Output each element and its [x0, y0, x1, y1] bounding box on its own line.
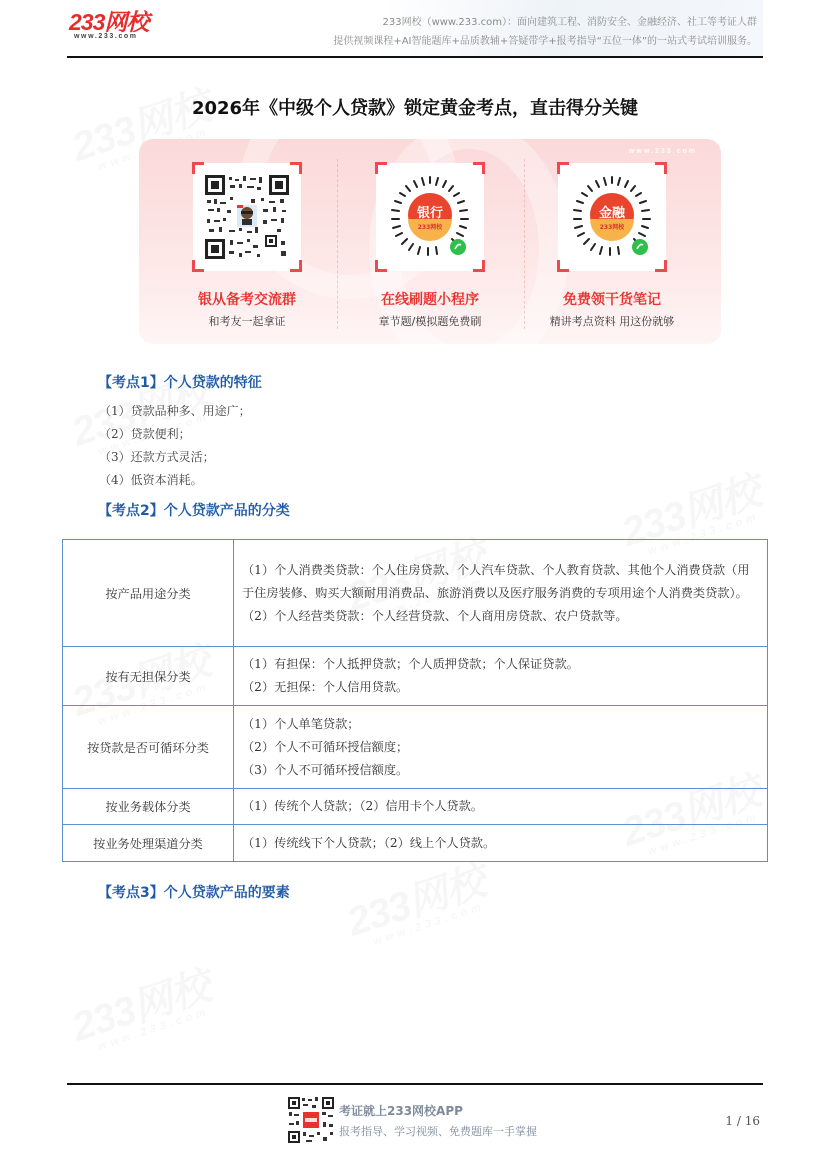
footer-divider [67, 1083, 763, 1085]
svg-text:233网校: 233网校 [599, 224, 625, 231]
table-row [63, 540, 768, 647]
frame-corner [192, 162, 204, 174]
page-header [67, 0, 763, 58]
table-row [63, 789, 768, 825]
table-cell-description [234, 647, 768, 706]
description-line: （1）有担保：个人抵押贷款；个人质押贷款；个人保证贷款。 [242, 657, 579, 671]
footer-app-title: 考证就上233网校APP [339, 1104, 463, 1118]
frame-corner [290, 162, 302, 174]
frame-corner [290, 260, 302, 272]
qr-code-frame [376, 163, 484, 271]
description-line: （1）传统个人贷款；（2）信用卡个人贷款。 [242, 799, 483, 813]
loan-classification-table [62, 539, 768, 862]
watermark [64, 955, 218, 1059]
table-cell-category: 按业务载体分类 [63, 789, 234, 825]
description-line: （1）传统线下个人贷款；（2）线上个人贷款。 [242, 835, 496, 850]
frame-corner [655, 260, 667, 272]
promo-wechat-group[interactable] [157, 163, 337, 329]
frame-corner [375, 162, 387, 174]
mini-program-code-icon [570, 175, 654, 259]
description-line: （2）个人不可循环授信额度； [242, 739, 409, 754]
table-cell-description [234, 706, 768, 789]
page-number: 1 / 16 [725, 1114, 760, 1128]
frame-corner [557, 162, 569, 174]
brand-logo[interactable] [69, 11, 148, 41]
table-cell-category: 按贷款是否可循环分类 [63, 706, 234, 789]
tagline-line-2: 提供视频课程+AI智能题库+品质教辅+答疑带学+报考指导“五位一体”的一站式考试培训服务。 [333, 36, 757, 47]
frame-corner [557, 260, 569, 272]
table-cell-description [234, 540, 768, 647]
svg-text:金融: 金融 [598, 206, 626, 221]
promo-title: 在线刷题小程序 [381, 292, 479, 308]
list-item: （2）贷款便利； [99, 427, 191, 441]
frame-corner [375, 260, 387, 272]
promo-title: 免费领干货笔记 [563, 292, 661, 308]
frame-corner [192, 260, 204, 272]
table-cell-category: 按产品用途分类 [63, 540, 234, 647]
description-line: （2）个人经营类贷款：个人经营贷款、个人商用房贷款、农户贷款等。 [242, 608, 628, 623]
qr-code-icon [205, 175, 289, 259]
table-cell-description [234, 789, 768, 825]
logo-wordmark: 233网校 [69, 9, 149, 35]
banner-url: www.233.com [628, 148, 697, 155]
table-row [63, 647, 768, 706]
svg-text:银行: 银行 [416, 206, 444, 221]
description-line: （1）个人单笔贷款； [242, 716, 360, 731]
frame-corner [473, 260, 485, 272]
mini-program-code-icon [388, 175, 472, 259]
promo-mini-program-bank[interactable] [340, 163, 520, 329]
table-cell-category: 按有无担保分类 [63, 647, 234, 706]
promo-banner [139, 139, 721, 344]
list-item: （3）还款方式灵活； [99, 450, 215, 464]
promo-subtitle: 章节题/模拟题免费刷 [378, 315, 482, 328]
section-heading-1: 【考点1】个人贷款的特征 [98, 375, 262, 391]
description-line: （1）个人消费类贷款：个人住房贷款、个人汽车贷款、个人教育贷款、其他个人消费贷款（用于住房装修、购买大额耐用消费品、旅游消费以及医疗服务消费的专项用途个人消费类贷款）。 [242, 562, 750, 600]
promo-subtitle: 精讲考点资料 用这份就够 [549, 315, 675, 328]
description-line: （3）个人不可循环授信额度。 [242, 762, 409, 777]
table-cell-description [234, 825, 768, 862]
section-heading-2: 【考点2】个人贷款产品的分类 [98, 503, 290, 519]
qr-code-frame [558, 163, 666, 271]
tagline-line-1: 233网校（www.233.com）：面向建筑工程、消防安全、金融经济、社工等考证人群 [382, 17, 757, 28]
qr-code-frame [193, 163, 301, 271]
header-tagline [333, 13, 757, 51]
app-qr-code-icon[interactable] [288, 1097, 334, 1143]
promo-title: 银从备考交流群 [198, 292, 296, 308]
promo-subtitle: 和考友一起拿证 [208, 315, 286, 328]
list-item: （4）低资本消耗。 [99, 473, 203, 487]
frame-corner [473, 162, 485, 174]
svg-text:233网校: 233网校 [417, 224, 443, 231]
promo-mini-program-finance[interactable] [522, 163, 702, 329]
watermark [339, 850, 493, 954]
logo-url: www.233.com [74, 33, 138, 40]
section-heading-3: 【考点3】个人贷款产品的要素 [98, 885, 290, 901]
list-item: （1）贷款品种多、用途广； [99, 404, 251, 418]
description-line: （2）无担保：个人信用贷款。 [242, 680, 409, 694]
footer-app-subtitle: 报考指导、学习视频、免费题库一手掌握 [339, 1125, 537, 1138]
table-row [63, 825, 768, 862]
frame-corner [655, 162, 667, 174]
document-title: 2026年《中级个人贷款》锁定黄金考点，直击得分关键 [191, 98, 639, 119]
table-cell-category: 按业务处理渠道分类 [63, 825, 234, 862]
banner-divider [337, 159, 338, 329]
table-row [63, 706, 768, 789]
